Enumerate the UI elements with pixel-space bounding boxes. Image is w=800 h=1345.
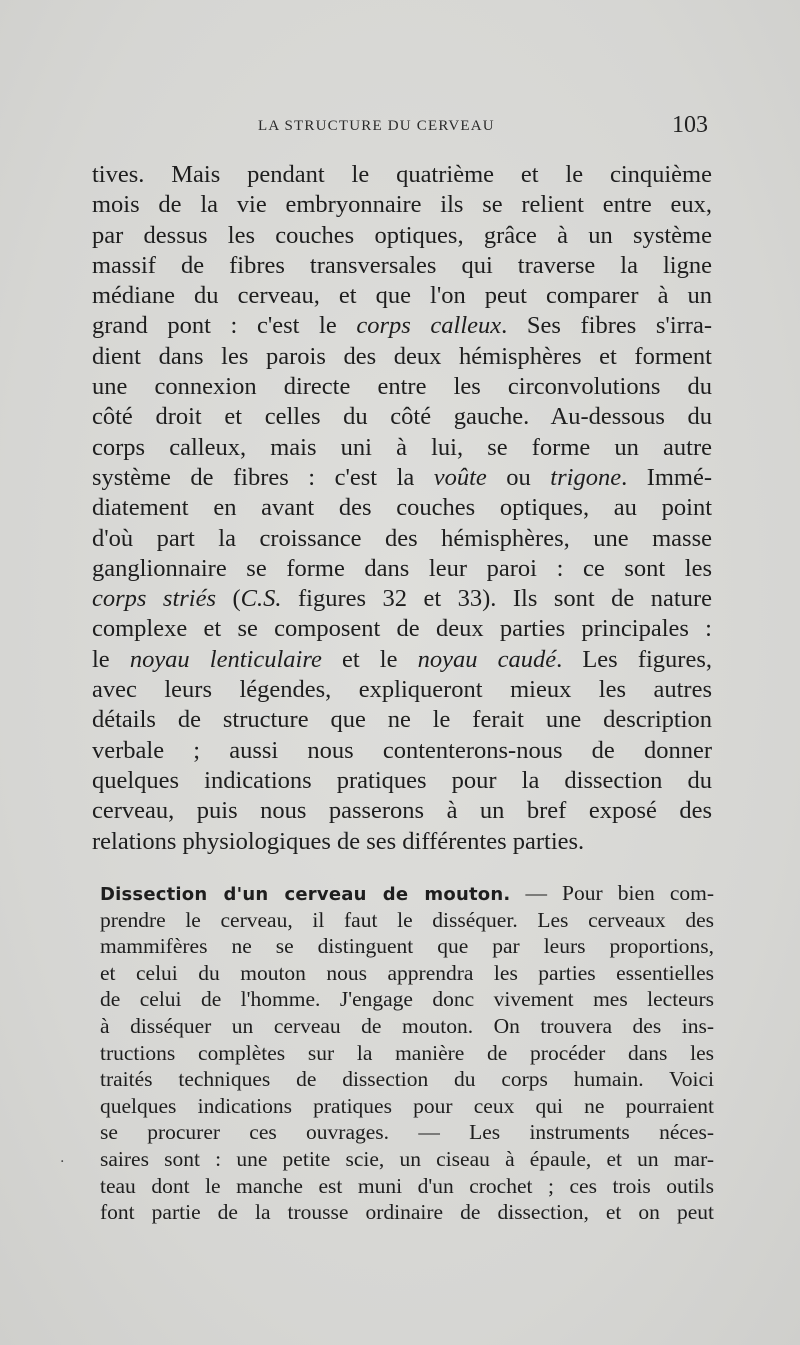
text-segment: figures 32 et 33). Ils sont de nature xyxy=(281,585,712,613)
text-segment: grand pont : c'est le xyxy=(92,312,357,340)
page-header xyxy=(0,112,800,142)
text-line: à disséquer un cerveau de mouton. On trouvera des ins- xyxy=(100,1013,714,1038)
margin-mark: . xyxy=(60,1150,65,1166)
text-line: tives. Mais pendant le quatrième et le cinquième xyxy=(92,161,712,188)
text-line: corps calleux, mais uni à lui, se forme un autre xyxy=(92,433,712,461)
term-noyau-lenticulaire: noyau lenticulaire xyxy=(129,645,322,673)
text-segment: le xyxy=(92,645,130,673)
section-first-line xyxy=(100,880,714,907)
text-segment: . Les figures, xyxy=(556,645,712,673)
text-line: par dessus les couches optiques, grâce à un système xyxy=(92,221,712,249)
text-segment: . Immé- xyxy=(621,463,712,491)
term-trigone: trigone xyxy=(550,463,622,491)
term-voute: voûte xyxy=(433,463,487,491)
paragraph-embryology xyxy=(92,160,712,857)
text-line: diatement en avant des couches optiques, au point xyxy=(92,494,712,522)
text-line: complexe et se composent de deux parties principales : xyxy=(92,615,712,643)
text-segment: ( xyxy=(216,585,241,613)
text-line: quelques indications pratiques pour la dissection du xyxy=(92,766,712,794)
term-corps-calleux: corps calleux xyxy=(356,312,502,340)
text-line xyxy=(92,463,712,493)
text-line: mois de la vie embryonnaire ils se relient entre eux, xyxy=(92,191,712,219)
text-line: tructions complètes sur la manière de procéder dans les xyxy=(100,1040,714,1065)
text-line xyxy=(92,311,712,341)
section-heading: Dissection d'un cerveau de mouton. xyxy=(100,884,511,905)
text-line xyxy=(92,645,712,675)
term-corps-stries: corps striés xyxy=(92,585,217,613)
text-line: et celui du mouton nous apprendra les parties essentielles xyxy=(100,960,714,985)
text-line: ganglionnaire se forme dans leur paroi : ce sont les xyxy=(92,554,712,582)
text-line: cerveau, puis nous passerons à un bref exposé des xyxy=(92,797,712,825)
text-line: teau dont le manche est muni d'un crochet ; ces trois outils xyxy=(100,1173,714,1198)
text-line: médiane du cerveau, et que l'on peut comparer à un xyxy=(92,282,712,310)
text-line: prendre le cerveau, il faut le disséquer. Les cerveaux des xyxy=(100,907,714,932)
text-line: une connexion directe entre les circonvolutions du xyxy=(92,373,712,401)
text-line: avec leurs légendes, expliqueront mieux les autres xyxy=(92,676,712,704)
text-segment: ou xyxy=(486,463,551,491)
text-segment: — Pour bien com- xyxy=(510,881,715,905)
page-number: 103 xyxy=(672,112,708,138)
text-line: détails de structure que ne le ferait une description xyxy=(92,706,712,734)
text-line: saires sont : une petite scie, un ciseau à épaule, et un mar- xyxy=(100,1146,714,1171)
text-line: verbale ; aussi nous contenterons-nous de donner xyxy=(92,736,712,764)
text-line: font partie de la trousse ordinaire de dissection, et on peut xyxy=(100,1200,714,1225)
text-line xyxy=(92,584,712,614)
text-line: massif de fibres transversales qui traverse la ligne xyxy=(92,251,712,279)
text-segment: et le xyxy=(321,645,418,673)
text-line: mammifères ne se distinguent que par leurs proportions, xyxy=(100,934,714,959)
text-line: traités techniques de dissection du corps humain. Voici xyxy=(100,1067,714,1092)
text-segment: . Ses fibres s'irra- xyxy=(501,312,712,340)
text-segment: système de fibres : c'est la xyxy=(92,463,434,491)
text-line: se procurer ces ouvrages. — Les instruments néces- xyxy=(100,1120,714,1145)
text-line: relations physiologiques de ses différentes parties. xyxy=(92,827,585,855)
text-line: côté droit et celles du côté gauche. Au-dessous du xyxy=(92,403,712,431)
term-noyau-caude: noyau caudé xyxy=(417,645,557,673)
text-line: de celui de l'homme. J'engage donc vivement mes lecteurs xyxy=(100,987,714,1012)
text-line: quelques indications pratiques pour ceux qui ne pourraient xyxy=(100,1093,714,1118)
term-cs-abbrev: C.S. xyxy=(240,585,282,613)
text-line: d'où part la croissance des hémisphères, une masse xyxy=(92,524,712,552)
running-title: LA STRUCTURE DU CERVEAU xyxy=(258,118,495,134)
text-line: dient dans les parois des deux hémisphères et forment xyxy=(92,342,712,370)
section-dissection xyxy=(100,880,714,1226)
